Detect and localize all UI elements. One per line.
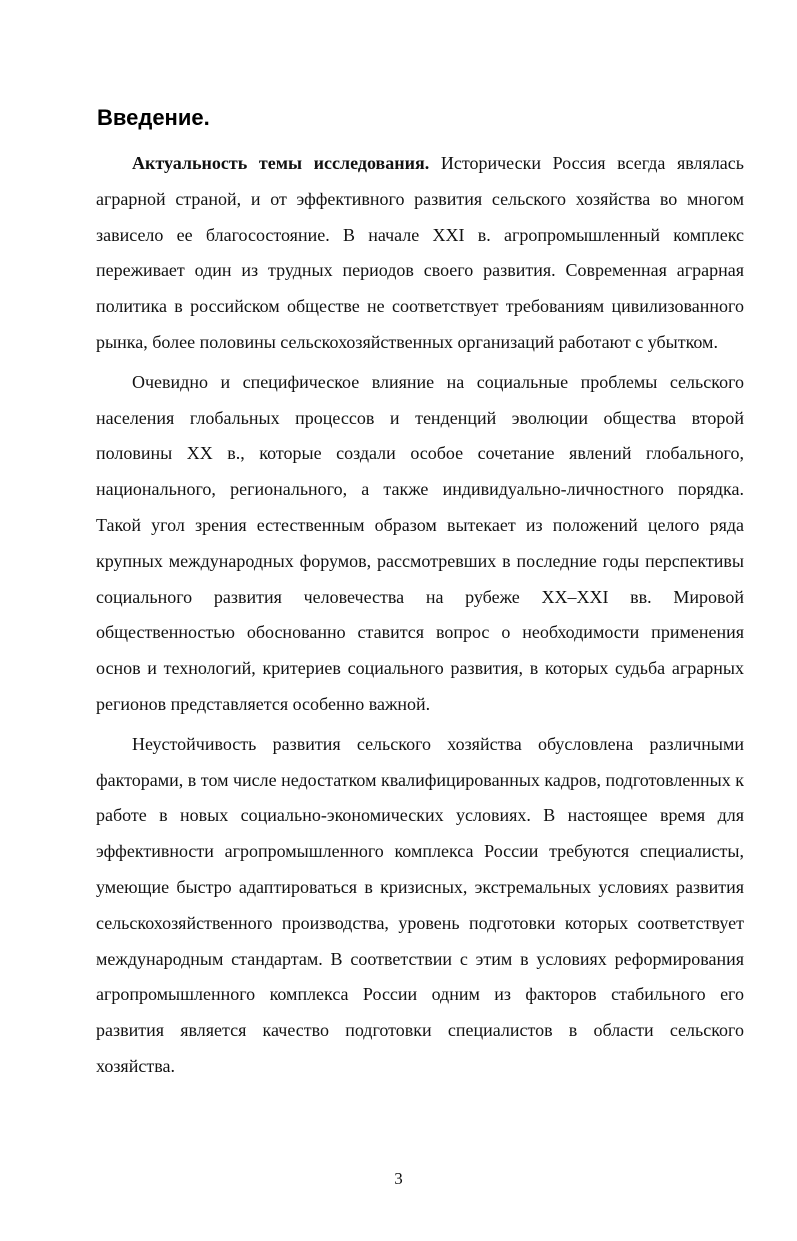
paragraph-global-processes: Очевидно и специфическое влияние на социальные проблемы сельского населения глобальных процессов и тенденций эволюции общества второй половины XX в., которые создали особое сочетание явлений глобального, национального, регионального, а также индивидуально-личностного порядка. Такой угол зрения естественным образом вытекает из положений целого ряда крупных международных форумов, рассмотревших в последние годы перспективы социального развития человечества на рубеже XX–XXI вв. Мировой общественностью обоснованно ставится вопрос о необходимости применения основ и технологий, критериев социального развития, в которых судьба аграрных регионов представляется особенно важной. [96, 371, 744, 714]
page-number: 3 [394, 1169, 403, 1188]
paragraph-instability: Неустойчивость развития сельского хозяйства обусловлена различными факторами, в том числе недостатком квалифицированных кадров, подготовленных к работе в новых социально-экономических условиях. В настоящее время для эффективности агропромышленного комплекса России требуются специалисты, умеющие быстро адаптироваться в кризисных, экстремальных условиях развития сельскохозяйственного производства, уровень подготовки которых соответствует международным стандартам. В соответствии с этим в условиях реформирования агропромышленного комплекса России одним из факторов стабильного его развития является качество подготовки специалистов в области сельского хозяйства. [96, 733, 744, 1076]
body-text [96, 146, 744, 1085]
paragraph-text: Исторически Россия всегда являлась аграрной страной, и от эффективного развития сельского хозяйства во многом зависело ее благосостояние. В начале XXI в. агропромышленный комплекс переживает один из трудных периодов своего развития. Современная аграрная политика в российском обществе не соответствует требованиям цивилизованного рынка, более половины сельскохозяйственных организаций работают с убытком. [96, 153, 744, 352]
section-heading: Введение. [97, 105, 210, 130]
paragraph-relevance [96, 146, 744, 361]
paragraph-lead: Актуальность темы исследования. [132, 153, 430, 173]
